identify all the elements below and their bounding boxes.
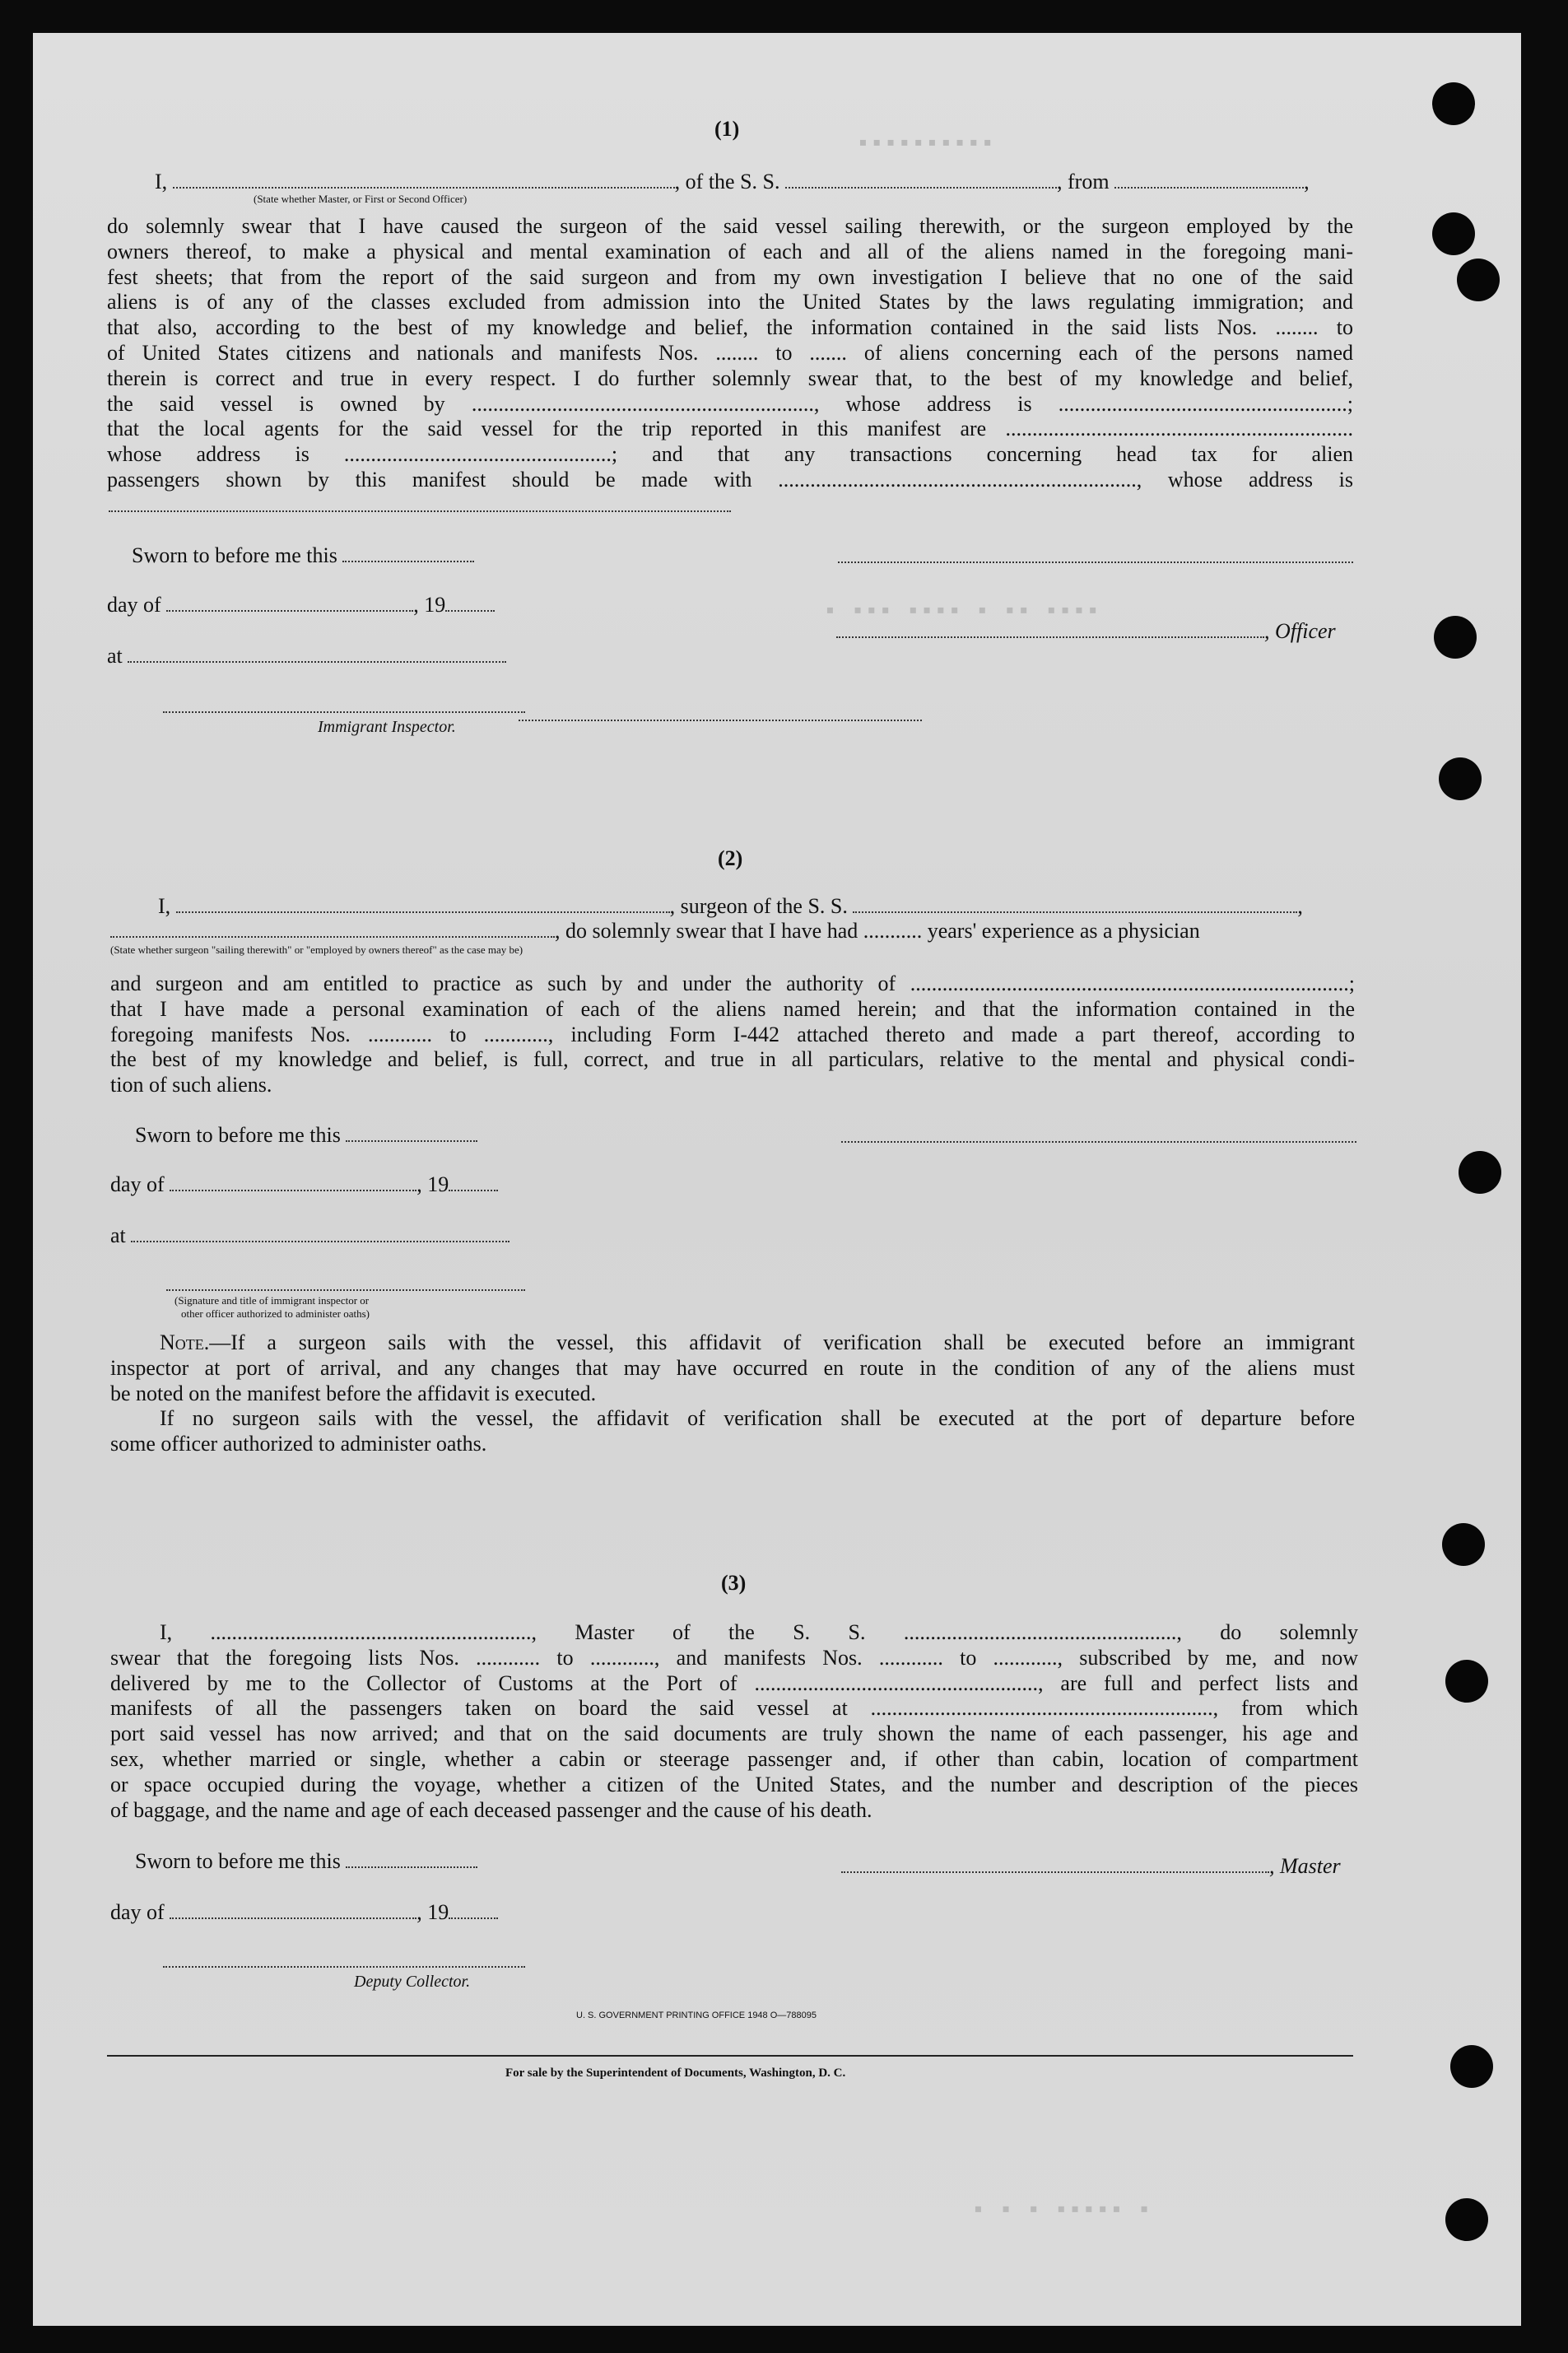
sworn-before-2: Sworn to before me this xyxy=(135,1123,477,1148)
deputy-collector-signature-line[interactable] xyxy=(163,1966,525,1968)
day-of-1: day of , 19 xyxy=(107,593,495,617)
day-of-2: day of , 19 xyxy=(110,1172,498,1197)
inspector-dotted-extension xyxy=(519,720,922,721)
officer-signature-line[interactable] xyxy=(838,561,1353,563)
section-2-note: Note.—If a surgeon sails with the vessel, this affidavit of verification shall be executed before an immigrant inspector at port of arrival, and any changes that may have occurred en route in the condition of any of the aliens must be noted on the manifest before the affidavit is executed. If no surgeon sails with the vessel, the affidavit of verification shall be executed at the port of departure before some officer authorized to administer oaths. xyxy=(110,1330,1355,1456)
day-month-field-3[interactable] xyxy=(170,1901,416,1919)
officer-line: , Officer xyxy=(836,619,1336,644)
binder-hole xyxy=(1439,757,1482,800)
text-from: , from xyxy=(1057,170,1110,193)
year-field-3[interactable] xyxy=(449,1901,498,1919)
day-month-field[interactable] xyxy=(166,594,413,612)
place-field[interactable] xyxy=(128,645,506,663)
place-field-2[interactable] xyxy=(131,1224,509,1242)
master-signature-field[interactable] xyxy=(841,1855,1269,1873)
binder-hole xyxy=(1432,82,1475,125)
section-1-opening-line: I, , of the S. S. , from , xyxy=(155,170,1310,193)
binder-hole xyxy=(1442,1523,1485,1566)
inspector-signature-line[interactable] xyxy=(163,711,525,713)
section-2-second-line: , do solemnly swear that I have had ........... years' experience as a physician xyxy=(110,919,1200,944)
binder-hole xyxy=(1434,616,1477,659)
sworn-before-3: Sworn to before me this xyxy=(135,1849,477,1874)
address-continuation-field[interactable] xyxy=(109,510,731,512)
binder-hole xyxy=(1432,212,1475,255)
binder-hole xyxy=(1445,2198,1488,2241)
signature-note-line-2: other officer authorized to administer oaths) xyxy=(181,1307,370,1320)
bleed-through-marks: ▪▪▪▪▪▪▪▪▪▪ xyxy=(856,132,995,157)
sworn-date-field-3[interactable] xyxy=(346,1850,477,1868)
officer-name-field[interactable] xyxy=(173,170,675,189)
surgeon-vessel-field[interactable] xyxy=(853,895,1297,913)
deputy-collector-label: Deputy Collector. xyxy=(354,1973,471,1991)
year-field-2[interactable] xyxy=(449,1173,498,1191)
officer-rank-note: (State whether Master, or First or Second Officer) xyxy=(254,193,468,205)
officer-title-field[interactable] xyxy=(836,620,1264,638)
section-2-number: (2) xyxy=(718,846,743,870)
section-2-opening-line: I, , surgeon of the S. S. , xyxy=(158,894,1303,918)
footer-rule xyxy=(107,2055,1353,2057)
binder-hole xyxy=(1445,1660,1488,1703)
section-3-number: (3) xyxy=(721,1571,747,1595)
surgeon-status-note: (State whether surgeon "sailing therewith" or "employed by owners thereof" as the case may be) xyxy=(110,944,523,956)
for-sale-notice: For sale by the Superintendent of Documents, Washington, D. C. xyxy=(505,2066,846,2080)
port-from-field[interactable] xyxy=(1114,170,1304,189)
text-i: I, xyxy=(155,170,168,193)
surgeon-status-field[interactable] xyxy=(110,920,555,938)
year-field[interactable] xyxy=(445,594,495,612)
bleed-through-marks: ▪ ▪▪▪ ▪▪▪▪ ▪ ▪▪ ▪▪▪▪ xyxy=(823,599,1100,625)
surgeon-name-field[interactable] xyxy=(176,895,670,913)
printing-office-imprint: U. S. GOVERNMENT PRINTING OFFICE 1948 O—788095 xyxy=(576,2011,817,2020)
bleed-through-marks: ▪ ▪ ▪ ▪▪▪▪▪ ▪ xyxy=(971,2198,1152,2224)
binder-hole xyxy=(1459,1151,1501,1194)
section-3-body: I, ............................................................, Master of the S. S. ..................................................., do solemnly swear that the foregoing lists Nos. ............ to ............, and manifests Nos. ............ to ............, subscribed by me, and now delivered by me to the Collector of Customs at the Port of ....................................................., are full and perfect lists and manifests of all the passengers taken on board the said vessel at ................................................................, from which port said vessel has now arrived; and that on the said documents are truly shown the name of each passenger, his age and sex, whether married or single, whether a cabin or steerage passenger and, if other than cabin, location of compartment or space occupied during the voyage, whether a citizen of the United States, and the number and description of the pieces of baggage, and the name and age of each deceased passenger and the cause of his death. xyxy=(110,1620,1358,1822)
section-2-body: and surgeon and am entitled to practice as such by and under the authority of ..................................................................................; that I have made a personal examination of each of the aliens named herein; and that the information contained in the foregoing manifests Nos. ............ to ............, including Form I-442 attached thereto and made a part thereof, according to the best of my knowledge and belief, is full, correct, and true in all particulars, relative to the mental and physical condi- tion of such aliens. xyxy=(110,971,1355,1097)
surgeon-signature-line[interactable] xyxy=(841,1141,1356,1143)
at-line-2: at xyxy=(110,1223,509,1248)
sworn-date-field-2[interactable] xyxy=(346,1124,477,1142)
day-month-field-2[interactable] xyxy=(170,1173,416,1191)
section-1-body: do solemnly swear that I have caused the surgeon of the said vessel sailing therewith, or the surgeon employed by the owners thereof, to make a physical and mental examination of each and all of the aliens named in the foregoing mani- fest sheets; that from the report of the said surgeon and from my own investigation I believe that no one of the said aliens is of any of the classes excluded from admission into the United States by the laws regulating immigration; and that also, according to the best of my knowledge and belief, the information contained in the said lists Nos. ........ to of United States citizens and nationals and manifests Nos. ........ to ....... of aliens concerning each of the persons named therein is correct and true in every respect. I do further solemnly swear that, to the best of my knowledge and belief, the said vessel is owned by ................................................................, whose address is ......................................................; that the local agents for the said vessel for the trip reported in this manifest are ................................................................. whose address is ..................................................; and that any transactions concerning head tax for alien passengers shown by this manifest should be made with ..................................................................., whose address is xyxy=(107,214,1353,492)
sworn-date-field[interactable] xyxy=(342,544,474,562)
at-line-1: at xyxy=(107,644,506,669)
section-1-number: (1) xyxy=(714,117,740,141)
immigrant-inspector-label: Immigrant Inspector. xyxy=(318,718,456,736)
vessel-name-field[interactable] xyxy=(785,170,1057,189)
binder-hole xyxy=(1450,2045,1493,2088)
day-of-3: day of , 19 xyxy=(110,1900,498,1925)
master-line: , Master xyxy=(841,1854,1341,1879)
sworn-before-1: Sworn to before me this xyxy=(132,543,474,568)
binder-hole xyxy=(1457,259,1500,301)
signature-note-line-1: (Signature and title of immigrant inspector or xyxy=(174,1294,370,1307)
text-of-ss: , of the S. S. xyxy=(674,170,780,193)
authorized-officer-signature-line[interactable] xyxy=(166,1289,525,1291)
